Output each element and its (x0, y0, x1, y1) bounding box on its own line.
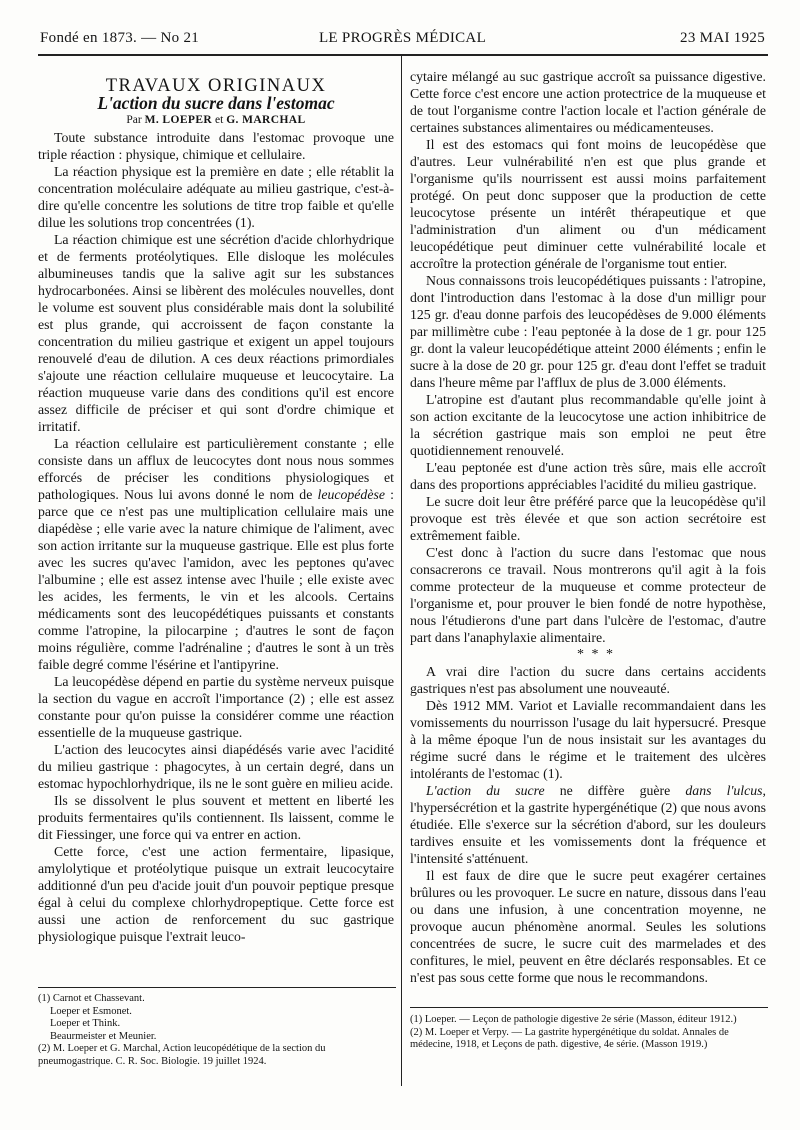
paragraph: Le sucre doit leur être préféré parce que la leucopédèse qu'il provoque est très élevée et que son action secrétoire est extrêmement faible. (410, 494, 766, 543)
article-title: L'action du sucre dans l'estomac (97, 93, 335, 113)
footnote: (1) Loeper. — Leçon de pathologie digestive 2e série (Masson, éditeur 1912.) (410, 1014, 737, 1025)
paragraph: L'eau peptonée est d'une action très sûre, mais elle accroît dans des proportions appréciables l'acidité du milieu gastrique. (410, 460, 766, 492)
journal-title: LE PROGRÈS MÉDICAL (318, 30, 487, 46)
paragraph: L'atropine est d'autant plus recommandable qu'elle joint à son action excitante de la leucocytose une action inhibitrice de la sécrétion gastrique mais son emploi ne peut être quotidiennement renouvelé. (410, 392, 766, 458)
authors-prefix: Par (126, 114, 142, 126)
paragraph: A vrai dire l'action du sucre dans certains accidents gastriques n'est pas absolument une nouveauté. (410, 664, 766, 696)
issue-date: 23 MAI 1925 (680, 30, 765, 46)
footnotes-right (410, 1014, 766, 1052)
text-run: La réaction cellulaire est particulièrement constante ; elle consiste dans un afflux de leucocytes dont nous nous sommes efforcés de préciser les conditions physiologiques et pathologiques. Nous lui avons donné le nom de (38, 436, 394, 502)
paragraph: Ils se dissolvent le plus souvent et mettent en liberté les produits fermentaires qu'ils contiennent. Ils laissent, comme le dit Fiessinger, une force qui va entrer en action. (38, 793, 394, 842)
text-run: ne diffère guère (544, 783, 686, 798)
text-run: : parce que ce n'est pas une multiplication cellulaire mais une diapédèse ; elle varie avec la nature chimique de l'aliment, avec son action irritante sur la muqueuse gastrique. Elle est plus forte avec les sucres qu'avec l'amidon, avec les peptones qu'avec l'albumine ; elle est assez intense avec l'huile ; elle existe avec les acides, les ferments, le vin et les alcools. Certains médicaments sont des leucopédétiques puissants et constants comme l'atropine, la pilocarpine ; d'autres le sont de façon moins régulière, comme l'adrénaline ; d'autres le sont à un très faible degré comme l'ésérine et l'antipyrine. (38, 487, 394, 672)
section-separator-asterism: * * * (577, 647, 615, 662)
footnote: (2) M. Loeper et Verpy. — La gastrite hypergénétique du soldat. Annales de médecine, 1918, et Leçons de path. digestive, 4e série. (Masson 1919.) (410, 1026, 729, 1050)
term-leucopedese: leucopédèse (317, 487, 385, 502)
text-run: , l'hypersécrétion et la gastrite hypergénétique (2) que nous avons étudiée. Elle s'exerce sur la sécrétion d'abord, sur les douleurs tardives ensuite et les vomissements dont la fréquence et l'intensité s'atténuent. (410, 783, 766, 866)
footnote: (2) M. Loeper et G. Marchal, Action leucopédétique de la section du pneumogastrique. C. R. Soc. Biologie. 19 juillet 1924. (38, 1043, 326, 1067)
paragraph: La leucopédèse dépend en partie du système nerveux puisque la section du vague en accroît l'importance (2) ; elle est assez constante pour qu'on puisse la considérer comme une réaction essentielle de la muqueuse gastrique. (38, 674, 394, 740)
paragraph: Nous connaissons trois leucopédétiques puissants : l'atropine, dont l'introduction dans l'estomac à la dose d'un milligr pour 125 gr. d'eau donne parfois des leucopédèses de 9.000 éléments par millimètre cube : l'eau peptonée à la dose de 1 gr. pour 125 gr. dont la valeur leucopédétique atteint 2000 éléments ; enfin le sucre à la dose de 20 gr. pour 125 gr. d'eau dont l'effet se traduit dans l'heure même par l'afflux de plus de 3.000 éléments. (410, 273, 766, 390)
paragraph: L'action des leucocytes ainsi diapédésés varie avec l'acidité du milieu gastrique : phagocytes, à un certain degré, dans un estomac hypochlorhydrique, ils ne le sont guère en milieu acide. (38, 742, 394, 791)
paragraph: Cette force, c'est une action fermentaire, lipasique, amylolytique et protéolytique puisque un extrait leucocytaire additionné d'un peu d'acide jouit d'un pouvoir peptique presque égal à celui du complexe chlorhydropeptique. Cette force est aussi une action de renforcement du suc gastrique physiologique puisque l'extrait leuco- (38, 844, 394, 944)
footnote-rule-right (410, 1007, 768, 1008)
emphasis: L'action du sucre (426, 783, 545, 798)
footnote: Loeper et Esmonet. (50, 1005, 132, 1017)
footnote-rule-left (38, 987, 396, 988)
paragraph: Toute substance introduite dans l'estomac provoque une triple réaction : physique, chimique et cellulaire. (38, 130, 394, 162)
left-column (38, 78, 394, 945)
paragraph: Dès 1912 MM. Variot et Lavialle recommandaient dans les vomissements du nourrisson l'usage du lait hypersucré. Presque à la même époque l'un de nous insistait sur les avantages du régime sucré dans le régime et le traitement des ulcères intolérants de l'estomac (1). (410, 698, 766, 781)
paragraph: Il est des estomacs qui font moins de leucopédèse que d'autres. Leur vulnérabilité n'en est que plus grande et l'organisme qu'ils nourrissent est aussi moins parfaitement protégé. On peut donc supposer que la production de cette leucocytose présente un intérêt thérapeutique et que l'administration d'un aliment ou d'un médicament leucopédétique peut diminuer cette vulnérabilité locale et accroître la protection générale de l'organisme tout entier. (410, 137, 766, 271)
author-loeper: M. LOEPER (144, 114, 213, 126)
emphasis: dans l'ulcus (685, 783, 763, 798)
paragraph (38, 435, 394, 673)
footnote: Loeper et Think. (50, 1018, 121, 1029)
founding-issue-label: Fondé en 1873. — No 21 (40, 30, 200, 46)
paragraph (410, 782, 766, 867)
header-rule (38, 54, 768, 56)
paragraph: cytaire mélangé au suc gastrique accroît sa puissance digestive. Cette force c'est encore une action protectrice de la muqueuse et de tout l'organisme contre l'action locale et l'action générale de certaines substances alimentaires ou médicamenteuses. (410, 69, 766, 135)
paragraph: La réaction physique est la première en date ; elle rétablit la concentration moléculaire adéquate au milieu gastrique, c'est-à-dire qu'elle concentre les solutions de titre trop faible et qu'elle dilue les solutions trop concentrées (1). (38, 164, 394, 230)
right-column (410, 68, 766, 986)
column-divider (401, 56, 402, 1086)
paragraph: La réaction chimique est une sécrétion d'acide chlorhydrique et de ferments protéolytiques. Elle disloque les molécules albumineuses tandis que la salive agit sur les substances hydrocarbonées. Ainsi se libèrent des molécules nouvelles, dont le volume est souvent plus considérable mais dont la solubilité est plus grande, qui accroissent de façon constante la concentration du milieu gastrique et exigent un appel toujours renouvelé d'eau de dilution. A ces deux réactions primordiales s'ajoute une réaction cellulaire muqueuse et leucocytaire. La réaction muqueuse varie dans des conditions qu'il est encore assez difficile de préciser et qui sont d'ordre chimique et irritatif. (38, 232, 394, 434)
running-header (40, 30, 765, 52)
authors-and: et (215, 114, 224, 126)
article-authors (38, 112, 394, 129)
section-title: TRAVAUX ORIGINAUX (105, 76, 327, 96)
footnote: (1) Carnot et Chassevant. (38, 993, 145, 1004)
author-marchal: G. MARCHAL (226, 114, 306, 126)
footnotes-left (38, 993, 394, 1068)
paragraph: C'est donc à l'action du sucre dans l'estomac que nous consacrerons ce travail. Nous montrerons qu'il agit à la fois comme protecteur de la muqueuse et comme protecteur de l'organisme et, pour prouver le bien fondé de notre hypothèse, nous l'étudierons d'une part dans l'ulcère de l'estomac, d'autre part dans l'anaphylaxie alimentaire. (410, 545, 766, 645)
footnote: Beaurmeister et Meunier. (50, 1030, 157, 1042)
paragraph: Il est faux de dire que le sucre peut exagérer certaines brûlures ou les provoquer. Le sucre en nature, dissous dans l'eau ou dans une infusion, à une concentration moyenne, ne provoque aucun phénomène anormal. Seules les solutions concentrées de sucre, le sucre cuit des marmelades et des confitures, le miel, peuvent en être déclarés responsables. Et ce n'est pas sous cette forme que nous le recommandons. (410, 868, 766, 985)
